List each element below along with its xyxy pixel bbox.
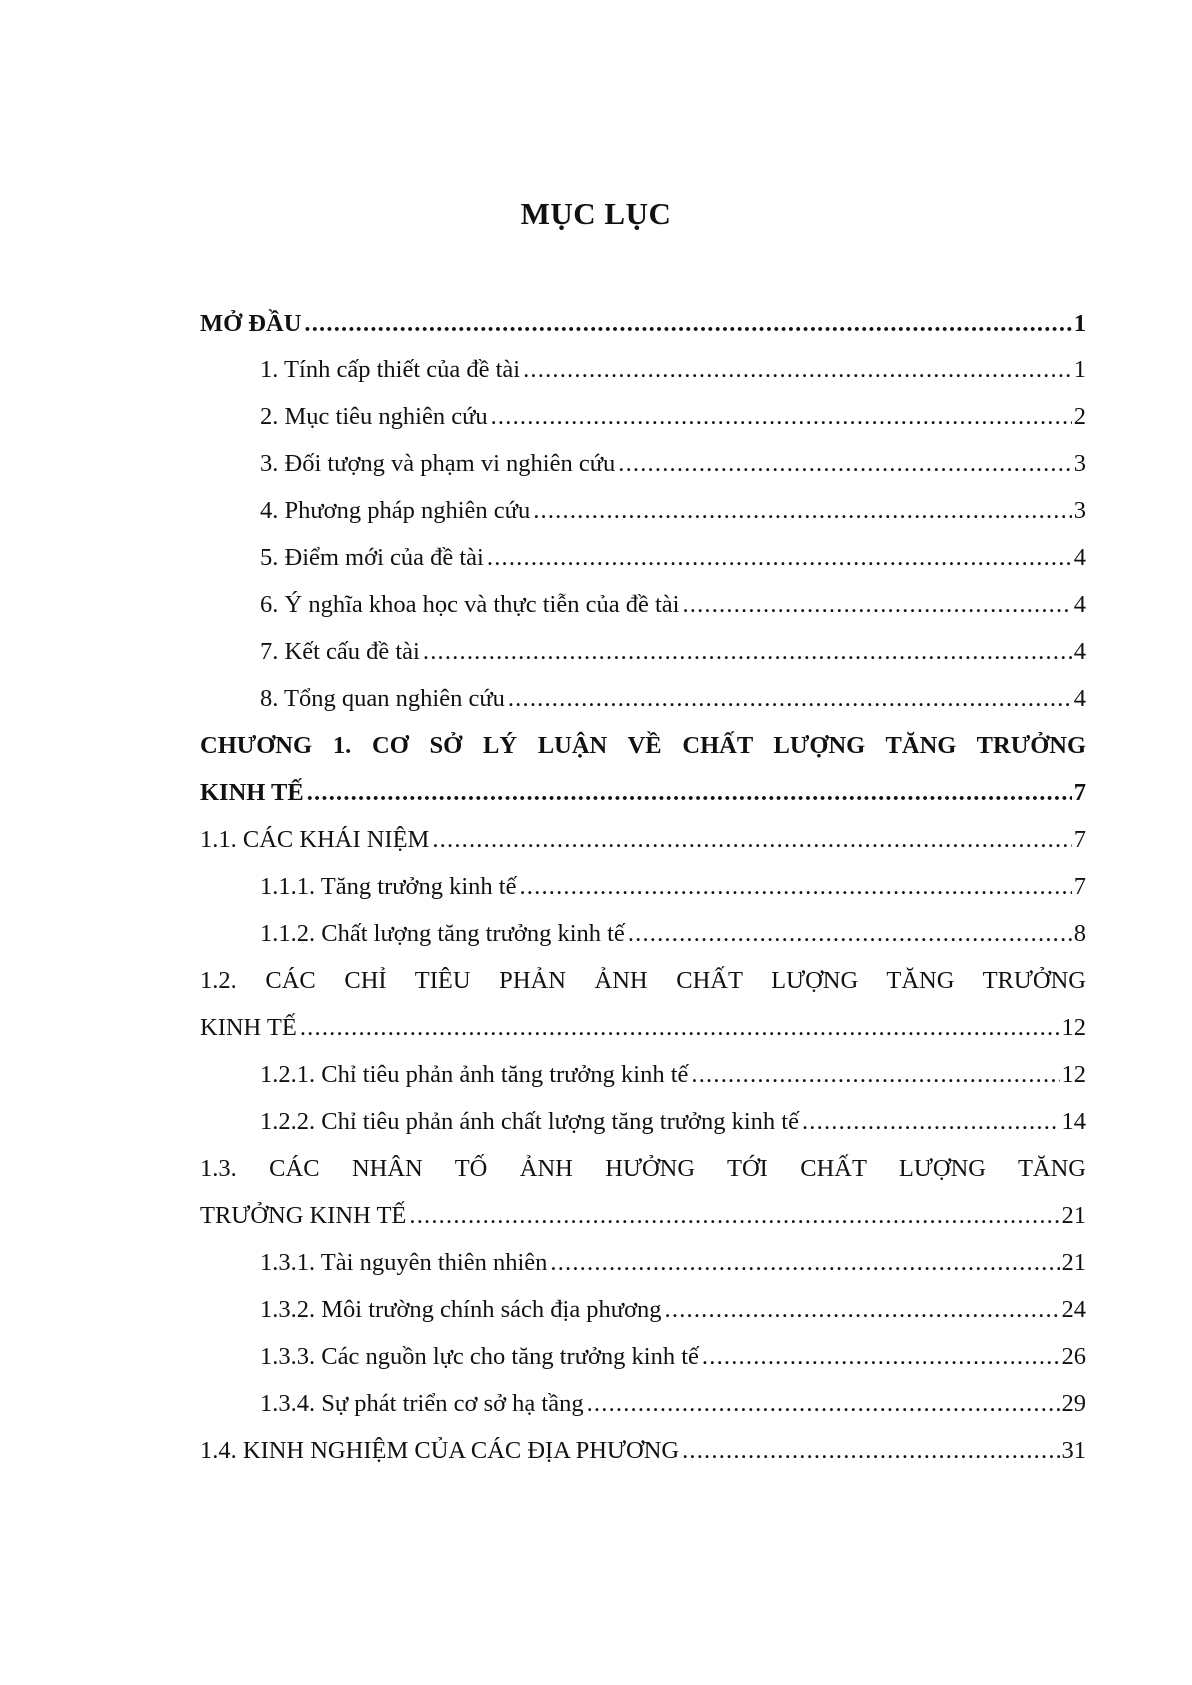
toc-entry	[260, 538, 1086, 578]
toc-entry-title: 2. Mục tiêu nghiên cứu	[260, 403, 488, 430]
toc-entry	[260, 1243, 1086, 1283]
toc-entry-chapter-1-line2	[200, 773, 1086, 813]
dot-leader	[533, 491, 1072, 531]
dot-leader	[691, 1055, 1059, 1095]
toc-entry-title: 1.1.1. Tăng trưởng kinh tế	[260, 873, 517, 900]
dot-leader	[682, 1431, 1059, 1471]
dot-leader	[628, 914, 1072, 954]
dot-leader	[487, 538, 1072, 578]
dot-leader	[300, 1008, 1060, 1048]
dot-leader	[682, 585, 1071, 625]
toc-entry-title: 6. Ý nghĩa khoa học và thực tiễn của đề tài	[260, 591, 680, 618]
dot-leader	[432, 820, 1071, 860]
toc-entry-title: 3. Đối tượng và phạm vi nghiên cứu	[260, 450, 616, 477]
toc-entry-page: 26	[1061, 1343, 1086, 1370]
toc-entry	[260, 1384, 1086, 1424]
toc-entry-page: 24	[1061, 1296, 1086, 1323]
toc-entry-page: 4	[1073, 544, 1086, 571]
toc-entry	[260, 585, 1086, 625]
toc-entry	[260, 350, 1086, 390]
toc-entry-title: 1. Tính cấp thiết của đề tài	[260, 356, 521, 383]
toc-entry-page: 7	[1073, 779, 1086, 806]
toc-entry-page: 4	[1073, 685, 1086, 712]
toc-entry-page: 2	[1073, 403, 1086, 430]
toc-entry-title: 1.3. CÁC NHÂN TỐ ẢNH HƯỞNG TỚI CHẤT LƯỢNG TĂNG	[200, 1155, 1086, 1182]
toc-entry-page: 4	[1073, 591, 1086, 618]
toc-entry-page: 3	[1073, 497, 1086, 524]
toc-entry-page: 3	[1073, 450, 1086, 477]
toc-entry	[260, 1055, 1086, 1095]
toc-entry-title: 1.1.2. Chất lượng tăng trưởng kinh tế	[260, 920, 625, 947]
toc-entry-page: 12	[1061, 1061, 1086, 1088]
toc-entry-title: 8. Tổng quan nghiên cứu	[260, 685, 505, 712]
toc-entry-title: 1.4. KINH NGHIỆM CỦA CÁC ĐỊA PHƯƠNG	[200, 1437, 680, 1464]
toc-entry-page: 14	[1061, 1108, 1086, 1135]
toc-entry	[260, 867, 1086, 907]
toc-entry-title-continued: TRƯỞNG KINH TẾ	[200, 1202, 407, 1229]
toc-entry	[260, 444, 1086, 484]
toc-entry-page: 4	[1073, 638, 1086, 665]
toc-entry	[260, 679, 1086, 719]
dot-leader	[304, 304, 1071, 344]
dot-leader	[665, 1290, 1060, 1330]
toc-entry-title: 1.1. CÁC KHÁI NIỆM	[200, 826, 430, 853]
toc-entry-page: 8	[1073, 920, 1086, 947]
toc-entry-title: 1.2.2. Chỉ tiêu phản ánh chất lượng tăng trưởng kinh tế	[260, 1108, 799, 1135]
toc-entry	[260, 632, 1086, 672]
dot-leader	[508, 679, 1072, 719]
dot-leader	[519, 867, 1071, 907]
dot-leader	[618, 444, 1072, 484]
toc-entry	[200, 820, 1086, 860]
toc-entry-page: 1	[1073, 356, 1086, 383]
toc-entry-title: MỞ ĐẦU	[200, 310, 302, 337]
dot-leader	[587, 1384, 1060, 1424]
toc-entry-title: 5. Điểm mới của đề tài	[260, 544, 484, 571]
toc-entry-page: 29	[1061, 1390, 1086, 1417]
dot-leader	[491, 397, 1072, 437]
toc-entry-page: 1	[1073, 310, 1086, 337]
toc-entry	[260, 914, 1086, 954]
toc-entry	[260, 1102, 1086, 1142]
toc-entry-title: 7. Kết cấu đề tài	[260, 638, 420, 665]
toc-entry-page: 21	[1061, 1202, 1086, 1229]
dot-leader	[802, 1102, 1060, 1142]
toc-entry	[260, 397, 1086, 437]
toc-entry-title: 1.2.1. Chỉ tiêu phản ảnh tăng trưởng kinh tế	[260, 1061, 689, 1088]
toc-entry-page: 12	[1061, 1014, 1086, 1041]
dot-leader	[307, 773, 1072, 813]
toc-entry-page: 7	[1073, 873, 1086, 900]
toc-entry-title: 1.3.3. Các nguồn lực cho tăng trưởng kinh tế	[260, 1343, 699, 1370]
dot-leader	[423, 632, 1072, 672]
dot-leader	[409, 1196, 1059, 1236]
toc-entry	[260, 1290, 1086, 1330]
toc-entry	[200, 1431, 1086, 1471]
toc-entry-page: 21	[1061, 1249, 1086, 1276]
toc-entry-title-continued: KINH TẾ	[200, 779, 304, 806]
toc-entry	[260, 491, 1086, 531]
dot-leader	[702, 1337, 1060, 1377]
toc-entry-title: 1.3.4. Sự phát triển cơ sở hạ tầng	[260, 1390, 584, 1417]
toc-entry-title-continued: KINH TẾ	[200, 1014, 297, 1041]
toc-entry-page: 7	[1073, 826, 1086, 853]
page-title: MỤC LỤC	[520, 196, 672, 231]
toc-entry	[260, 1337, 1086, 1377]
toc-entry-1-2-line2	[200, 1008, 1086, 1048]
dot-leader	[550, 1243, 1059, 1283]
toc-entry-title: 1.3.2. Môi trường chính sách địa phương	[260, 1296, 662, 1323]
toc-entry-title: CHƯƠNG 1. CƠ SỞ LÝ LUẬN VỀ CHẤT LƯỢNG TĂNG TRƯỞNG	[200, 732, 1086, 759]
toc-entry-mo-dau	[200, 304, 1086, 344]
toc-entry-1-2-line1	[200, 961, 1086, 1001]
toc-entry-1-3-line1	[200, 1149, 1086, 1189]
toc-entry-title: 1.3.1. Tài nguyên thiên nhiên	[260, 1249, 548, 1276]
toc-entry-title: 1.2. CÁC CHỈ TIÊU PHẢN ẢNH CHẤT LƯỢNG TĂNG TRƯỞNG	[200, 967, 1086, 994]
toc-entry-chapter-1-line1	[200, 726, 1086, 766]
toc-entry-1-3-line2	[200, 1196, 1086, 1236]
dot-leader	[523, 350, 1072, 390]
toc-entry-page: 31	[1061, 1437, 1086, 1464]
toc-entry-title: 4. Phương pháp nghiên cứu	[260, 497, 531, 524]
